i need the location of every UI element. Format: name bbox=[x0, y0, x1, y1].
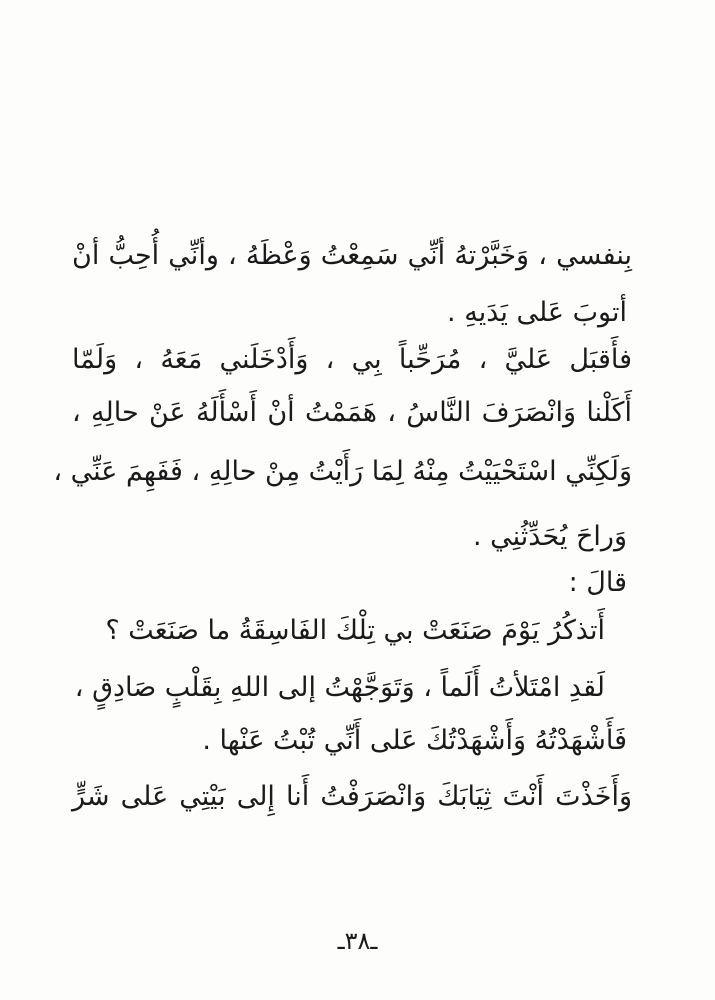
text-line-7: قالَ : bbox=[568, 567, 627, 598]
text-line-2: أتوبَ عَلى يَدَيهِ . bbox=[447, 297, 627, 328]
text-line-4: أَكَلْنا وَانْصَرَفَ النَّاسُ ، هَمَمْتُ أنْ أَسْأَلَهُ عَنْ حالِهِ ، bbox=[72, 397, 632, 428]
text-line-9: لَقدِ امْتَلأتُ أَلَماً ، وَتَوَجَّهْتُ إلى اللهِ بِقَلْبٍ صَادِقٍ ، bbox=[74, 672, 605, 703]
text-line-8: أَتذكُرُ يَوْمَ صَنَعَتْ بي تِلْكَ الفَاسِقَةُ ما صَنَعَتْ ؟ bbox=[105, 615, 605, 646]
text-line-11: وَأَخَذْتَ أَنْتَ ثِيَابَكَ وَانْصَرَفْتُ أَنا إِلى بَيْتِي عَلى شَرٍّ bbox=[72, 781, 632, 812]
text-line-3: فأَقبَل عَليَّ ، مُرَحِّباً بِي ، وَأَدْخَلَني مَعَهُ ، وَلَمّا bbox=[72, 344, 632, 375]
text-line-6: وَراحَ يُحَدِّثُنِي . bbox=[472, 521, 627, 552]
text-line-5: وَلَكِنِّي اسْتَحْيَيْتُ مِنْهُ لِمَا رَأَيْتُ مِنْ حالِهِ ، فَفَهِمَ عَنِّي ، bbox=[53, 456, 632, 487]
text-line-1: بِنفسي ، وَخَبَّرْتهُ أنِّي سَمِعْتُ وَعْظَهُ ، وأنِّي أُحِبُّ أنْ bbox=[72, 240, 632, 271]
text-line-10: فَأَشْهَدْتُهُ وَأَشْهَدْتُكَ عَلى أَنِّي تُبْتُ عَنْها . bbox=[202, 725, 627, 756]
page-number: ـ٣٨ـ bbox=[337, 927, 378, 955]
